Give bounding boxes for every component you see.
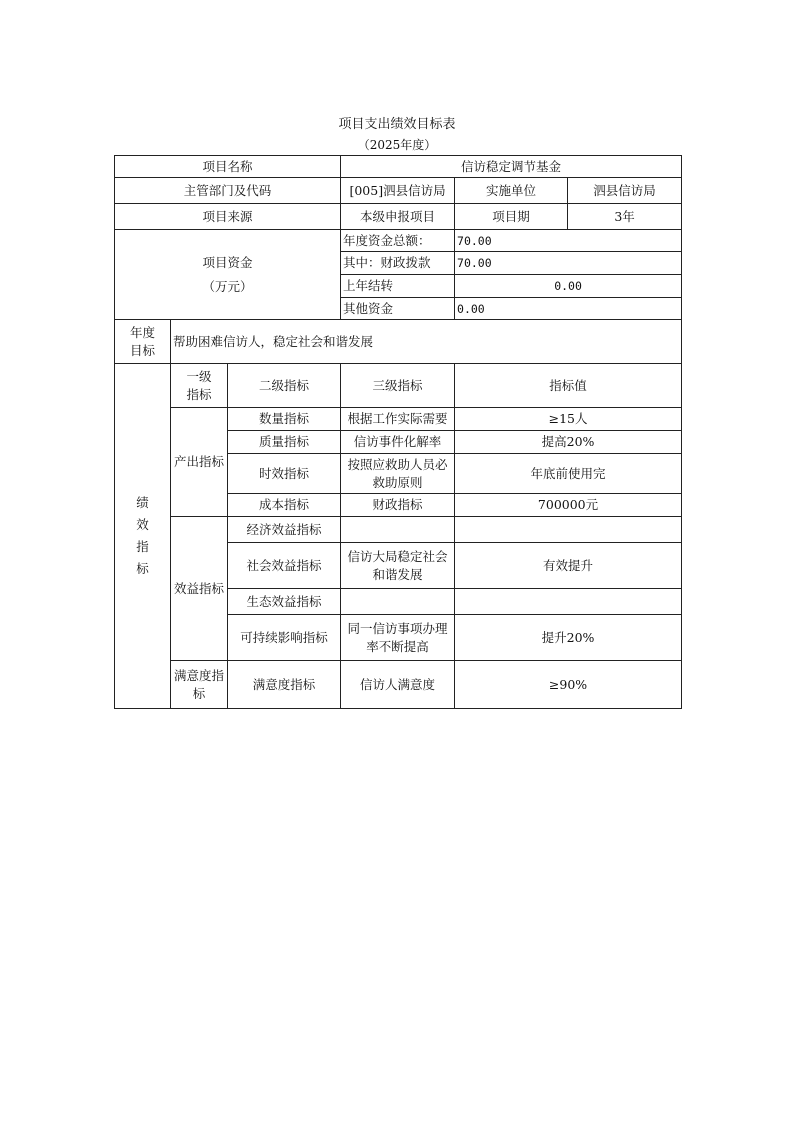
output-level2: 成本指标 xyxy=(228,494,341,517)
benefit-value: 有效提升 xyxy=(455,543,682,589)
benefit-value: 提升20% xyxy=(455,615,682,661)
output-value: 提高20% xyxy=(455,431,682,454)
satisfaction-level3: 信访人满意度 xyxy=(341,661,455,709)
funds-other-value: 0.00 xyxy=(455,298,682,320)
output-value: ≥15人 xyxy=(455,408,682,431)
benefit-level2: 可持续影响指标 xyxy=(228,615,341,661)
output-level3: 按照应救助人员必救助原则 xyxy=(341,454,455,494)
satisfaction-indicator-label: 满意度指标 xyxy=(171,661,228,709)
project-name-label: 项目名称 xyxy=(115,156,341,178)
dept-label: 主管部门及代码 xyxy=(115,178,341,204)
output-indicator-label: 产出指标 xyxy=(171,408,228,517)
funds-other-label: 其他资金 xyxy=(341,298,455,320)
output-level3: 信访事件化解率 xyxy=(341,431,455,454)
annual-goal-label xyxy=(115,320,171,364)
funds-fiscal-value: 70.00 xyxy=(455,252,682,275)
benefit-value xyxy=(455,517,682,543)
funds-label-text: 项目资金 xyxy=(202,254,253,270)
period-label: 项目期 xyxy=(455,204,568,230)
benefit-level3 xyxy=(341,589,455,615)
annual-goal-label-1: 年度 xyxy=(129,324,155,340)
source-label: 项目来源 xyxy=(115,204,341,230)
page-subtitle: （2025年度） xyxy=(357,138,437,152)
funds-fiscal-label: 其中：财政拨款 xyxy=(341,252,455,275)
benefit-level2: 经济效益指标 xyxy=(228,517,341,543)
page-title: 项目支出绩效目标表 xyxy=(338,117,456,132)
output-level2: 质量指标 xyxy=(228,431,341,454)
output-level2: 时效指标 xyxy=(228,454,341,494)
funds-carryover-label: 上年结转 xyxy=(341,275,455,298)
benefit-level3: 信访大局稳定社会和谐发展 xyxy=(341,543,455,589)
benefit-indicator-label: 效益指标 xyxy=(171,517,228,661)
benefit-level3: 同一信访事项办理率不断提高 xyxy=(341,615,455,661)
annual-goal-value: 帮助困难信访人，稳定社会和谐发展 xyxy=(171,320,682,364)
funds-total-value: 70.00 xyxy=(455,230,682,252)
funds-label xyxy=(115,230,341,320)
performance-target-table xyxy=(114,155,682,709)
impl-value: 泗县信访局 xyxy=(568,178,682,204)
satisfaction-value: ≥90% xyxy=(455,661,682,709)
header-level1-b: 指标 xyxy=(186,386,212,402)
perf-char-3: 指 xyxy=(136,539,149,554)
funds-carryover-value: 0.00 xyxy=(455,275,682,298)
period-value: 3年 xyxy=(568,204,682,230)
project-name-value: 信访稳定调节基金 xyxy=(341,156,682,178)
header-level1 xyxy=(171,364,228,408)
perf-char-2: 效 xyxy=(136,517,149,532)
satisfaction-level2: 满意度指标 xyxy=(228,661,341,709)
output-value: 年底前使用完 xyxy=(455,454,682,494)
benefit-level2: 社会效益指标 xyxy=(228,543,341,589)
output-level2: 数量指标 xyxy=(228,408,341,431)
output-level3: 财政指标 xyxy=(341,494,455,517)
perf-indicator-label xyxy=(115,364,171,709)
perf-char-1: 绩 xyxy=(136,495,149,510)
header-level3: 三级指标 xyxy=(341,364,455,408)
dept-value: [005]泗县信访局 xyxy=(341,178,455,204)
benefit-value xyxy=(455,589,682,615)
benefit-level2: 生态效益指标 xyxy=(228,589,341,615)
funds-unit: （万元） xyxy=(202,278,253,294)
benefit-level3 xyxy=(341,517,455,543)
header-value: 指标值 xyxy=(455,364,682,408)
annual-goal-label-2: 目标 xyxy=(129,342,155,358)
output-value: 700000元 xyxy=(455,494,682,517)
source-value: 本级申报项目 xyxy=(341,204,455,230)
output-level3: 根据工作实际需要 xyxy=(341,408,455,431)
header-level2: 二级指标 xyxy=(228,364,341,408)
header-level1-a: 一级 xyxy=(186,368,212,384)
funds-total-label: 年度资金总额： xyxy=(341,230,455,252)
perf-char-4: 标 xyxy=(136,561,149,576)
impl-label: 实施单位 xyxy=(455,178,568,204)
